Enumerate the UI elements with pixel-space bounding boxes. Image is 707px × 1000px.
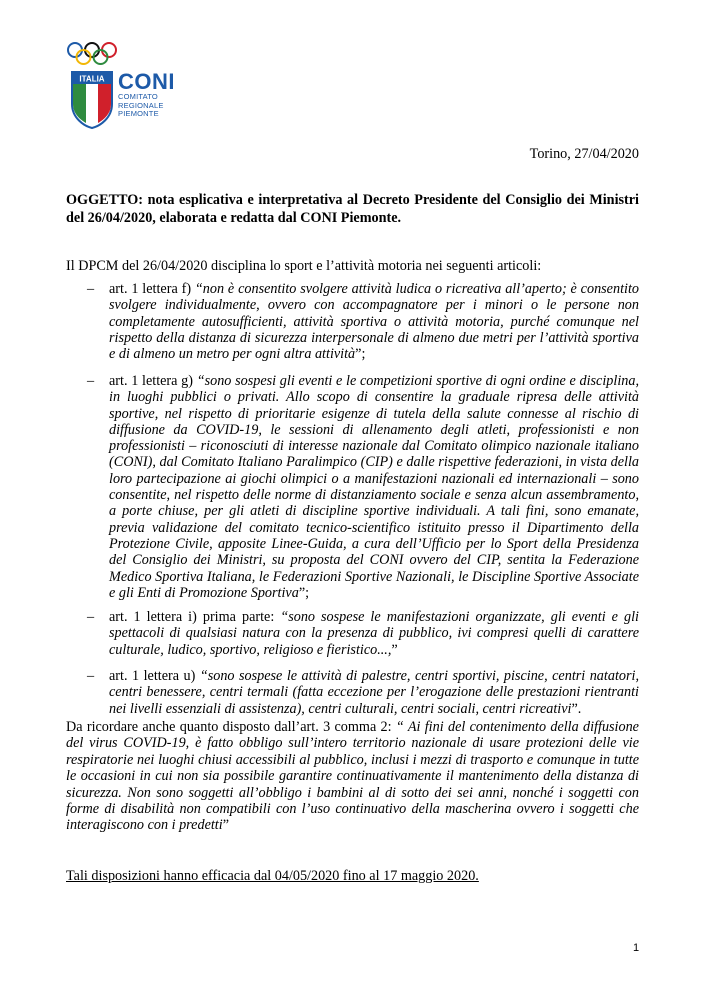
item-quote: “non è consentito svolgere attività ludica o ricreativa all’aperto; è consentito svolgere individualmente, ovvero con accompagnatore per i minori o le persone non completamente autosufficienti, attività sportiva o attività motoria, purché comunque nel rispetto della distanza di sicurezza interpersonale di almeno due metri per l’attività sportiva e di almeno un metro per ogni altra attività bbox=[109, 281, 639, 363]
item-tail: ” bbox=[391, 641, 398, 658]
note-lead: Da ricordare anche quanto disposto dall’art. 3 comma 2: bbox=[66, 719, 396, 735]
list-item-art1-f bbox=[87, 281, 639, 363]
item-lead: art. 1 lettera i) prima parte: bbox=[109, 609, 281, 625]
brand-line-2: REGIONALE bbox=[118, 100, 164, 110]
item-lead: art. 1 lettera f) bbox=[109, 281, 195, 297]
page-number: 1 bbox=[633, 942, 640, 954]
item-quote: “sono sospese le manifestazioni organizzate, gli eventi e gli spettacoli di qualsiasi natura con la presenza di pubblico, ivi compresi quelli di carattere culturale, ludico, sportivo, religioso e fieristico..., bbox=[109, 609, 639, 658]
item-lead: art. 1 lettera u) bbox=[109, 668, 200, 684]
note-quote: “ Ai fini del contenimento della diffusione del virus COVID-19, è fatto obbligo sull’intero territorio nazionale di usare protezioni delle vie respiratorie nei luoghi chiusi accessibili al pubblico, inclusi i mezzi di trasporto e comunque in tutte le occasioni in cui non sia possibile garantire continuativamente il mantenimento della distanza di sicurezza. Non sono soggetti all’obbligo i bambini al di sotto dei sei anni, nonché i soggetti con forme di disabilità non compatibili con l’uso continuativo della mascherina ovvero i soggetti che interagiscono con i predetti bbox=[66, 719, 639, 834]
italia-shield-icon bbox=[70, 70, 114, 130]
item-tail: ”. bbox=[571, 700, 582, 717]
list-item-art1-i bbox=[87, 609, 639, 658]
item-tail: ”; bbox=[355, 346, 366, 363]
subject-heading: OGGETTO: nota esplicativa e interpretativa al Decreto Presidente del Consiglio dei Ministri del 26/04/2020, elaborata e redatta dal CONI Piemonte. bbox=[66, 192, 639, 226]
brand-name: CONI bbox=[118, 69, 175, 94]
brand-line-3: PIEMONTE bbox=[118, 109, 159, 118]
item-quote: “sono sospesi gli eventi e le competizioni sportive di ogni ordine e disciplina, in luoghi pubblici o privati. Allo scopo di consentire la graduale ripresa delle attività sportive, nel rispetto di prioritarie esigenze di tutela della salute connesse al rischio di diffusione da COVID-19, le sessioni di allenamento degli atleti, professionisti e non professionisti – riconosciuti di interesse nazionale dal Comitato olimpico nazionale italiano (CONI), dal Comitato Italiano Paralimpico (CIP) e dalle rispettive federazioni, in vista della loro partecipazione ai giochi olimpici o a manifestazioni nazionali ed internazionali – sono consentite, nel rispetto delle norme di distanziamento sociale e senza alcun assembramento, a porte chiuse, per gli atleti di discipline sportive individuali. A tali fini, sono emanate, previa validazione del comitato tecnico-scientifico istituito presso il Dipartimento della Protezione Civile, apposite Linee-Guida, a cura dell’Ufficio per lo Sport della Presidenza del Consiglio dei Ministri, su proposta del CONI ovvero del CIP, sentita la Federazione Medico Sportiva Italiana, le Federazioni Sportive Nazionali, le Discipline Sportive Associate e gli Enti di Promozione Sportiva bbox=[109, 373, 639, 601]
brand-text bbox=[118, 71, 175, 119]
coni-piemonte-logo bbox=[66, 42, 186, 130]
item-tail: ”; bbox=[298, 584, 310, 601]
olympic-rings-icon bbox=[66, 42, 124, 66]
art3-note-paragraph bbox=[66, 719, 639, 834]
list-item-art1-u bbox=[87, 668, 639, 717]
list-dash: – bbox=[87, 373, 95, 389]
list-dash: – bbox=[87, 668, 95, 684]
list-item-art1-g bbox=[87, 373, 639, 601]
note-tail: ” bbox=[222, 817, 230, 834]
validity-statement: Tali disposizioni hanno efficacia dal 04/05/2020 fino al 17 maggio 2020. bbox=[66, 868, 479, 884]
intro-paragraph: Il DPCM del 26/04/2020 disciplina lo sport e l’attività motoria nei seguenti articoli: bbox=[66, 258, 542, 274]
item-lead: art. 1 lettera g) bbox=[109, 373, 197, 389]
brand-line-1: COMITATO bbox=[118, 92, 158, 101]
list-dash: – bbox=[87, 281, 95, 297]
list-dash: – bbox=[87, 609, 95, 625]
shield-country-text: ITALIA bbox=[79, 74, 105, 84]
item-quote: “sono sospese le attività di palestre, centri sportivi, piscine, centri natatori, centri benessere, centri termali (fatta eccezione per l’erogazione delle prestazioni rientranti nei livelli essenziali di assistenza), centri culturali, centri sociali, centri ricreativi bbox=[109, 668, 639, 717]
document-date: Torino, 27/04/2020 bbox=[529, 146, 639, 162]
